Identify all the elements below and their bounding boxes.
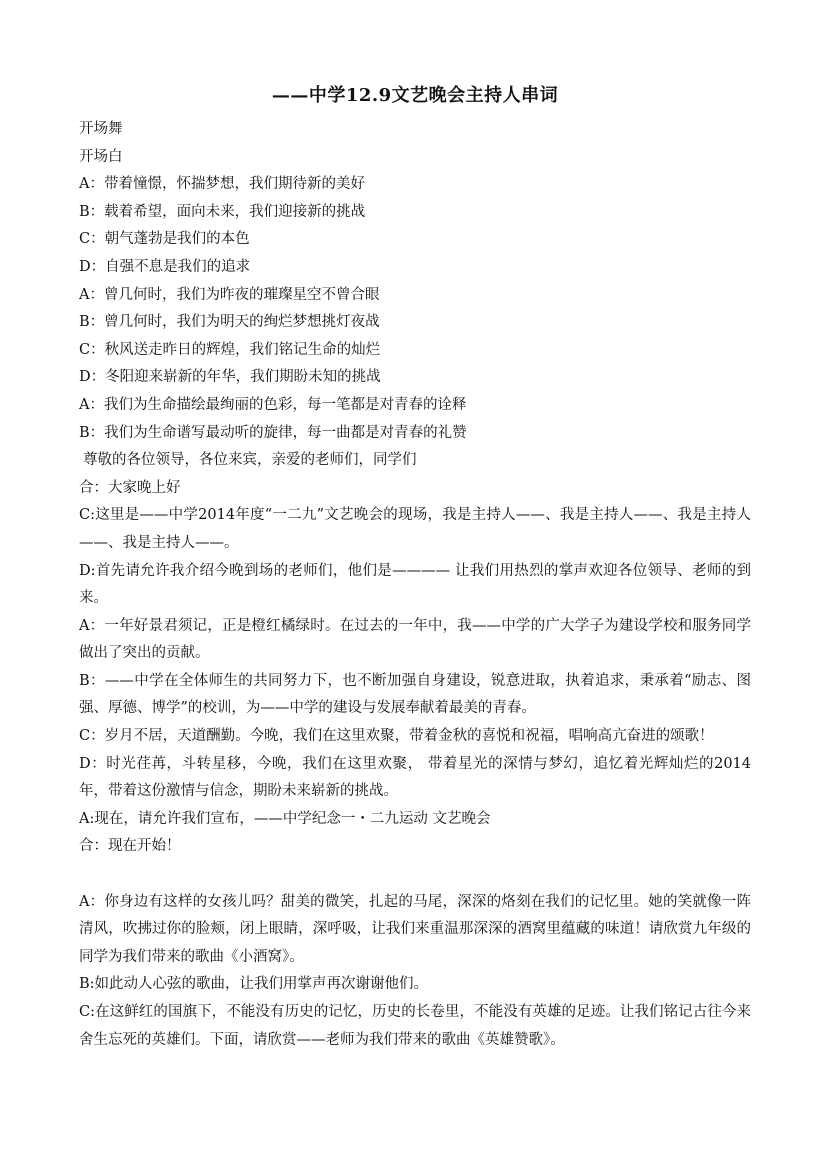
document-page <box>79 82 751 1054</box>
paragraph: A：一年好景君须记，正是橙红橘绿时。在过去的一年中，我——中学的广大学子为建设学校和服务同学做出了突出的贡献。 <box>79 617 751 662</box>
blank-line <box>79 861 751 889</box>
text-line: B：曾几何时，我们为明天的绚烂梦想挑灯夜战 <box>79 314 380 331</box>
text-line: 开场白 <box>79 148 123 165</box>
paragraph: B：——中学在全体师生的共同努力下，也不断加强自身建设，锐意进取，执着追求，秉承着“励志、图强、厚德、博学”的校训，为——中学的建设与发展奉献着最美的青春。 <box>79 672 751 717</box>
paragraph: C:这里是——中学2014年度“一二九”文艺晚会的现场，我是主持人——、我是主持人——、我是主持人——、我是主持人——。 <box>79 507 751 551</box>
text-line: D：自强不息是我们的追求 <box>79 258 251 275</box>
paragraph: 合：现在开始！ <box>79 838 181 855</box>
text-line: B：我们为生命谱写最动听的旋律，每一曲都是对青春的礼赞 <box>79 424 467 441</box>
text-line: C：秋风送走昨日的辉煌，我们铭记生命的灿烂 <box>79 341 381 358</box>
text-line: C：朝气蓬勃是我们的本色 <box>79 231 250 248</box>
text-line: D：冬阳迎来崭新的年华，我们期盼未知的挑战 <box>79 369 381 386</box>
text-line: A：我们为生命描绘最绚丽的色彩，每一笔都是对青春的诠释 <box>79 396 467 413</box>
text-line: A：带着憧憬，怀揣梦想，我们期待新的美好 <box>79 176 365 193</box>
paragraph: A：你身边有这样的女孩儿吗？甜美的微笑，扎起的马尾，深深的烙刻在我们的记忆里。她的笑就像一阵清风，吹拂过你的脸颊，闭上眼睛，深呼吸，让我们来重温那深深的酒窝里蕴藏的味道！请欣赏九年级的同学为我们带来的歌曲《小酒窝》。 <box>79 893 751 965</box>
paragraph: A:现在，请允许我们宣布，——中学纪念一・二九运动 文艺晚会 <box>79 810 491 827</box>
text-line: A：曾几何时，我们为昨夜的璀璨星空不曾合眼 <box>79 286 380 303</box>
document-title: ——中学12.9文艺晚会主持人串词 <box>271 85 559 106</box>
paragraph: B:如此动人心弦的歌曲，让我们用掌声再次谢谢他们。 <box>79 976 429 993</box>
paragraph: D：时光荏苒，斗转星移，今晚，我们在这里欢聚， 带着星光的深情与梦幻，追忆着光辉灿烂的2014年，带着这份激情与信念，期盼未来崭新的挑战。 <box>79 755 751 800</box>
document-body <box>79 116 751 1054</box>
paragraph: D:首先请允许我介绍今晚到场的老师们，他们是———— 让我们用热烈的掌声欢迎各位领导、老师的到来。 <box>79 562 751 607</box>
text-line: 尊敬的各位领导，各位来宾，亲爱的老师们，同学们 <box>83 452 417 469</box>
text-line: B：载着希望，面向未来，我们迎接新的挑战 <box>79 203 366 220</box>
paragraph: C:在这鲜红的国旗下，不能没有历史的记忆，历史的长卷里，不能没有英雄的足迹。让我们铭记古往今来舍生忘死的英雄们。下面，请欣赏——老师为我们带来的歌曲《英雄赞歌》。 <box>79 1004 751 1048</box>
text-line: 开场舞 <box>79 121 123 137</box>
paragraph: C：岁月不居，天道酬勤。今晚，我们在这里欢聚，带着金秋的喜悦和祝福，唱响高亢奋进的颂歌！ <box>79 728 714 745</box>
text-line: 合：大家晚上好 <box>79 479 181 496</box>
